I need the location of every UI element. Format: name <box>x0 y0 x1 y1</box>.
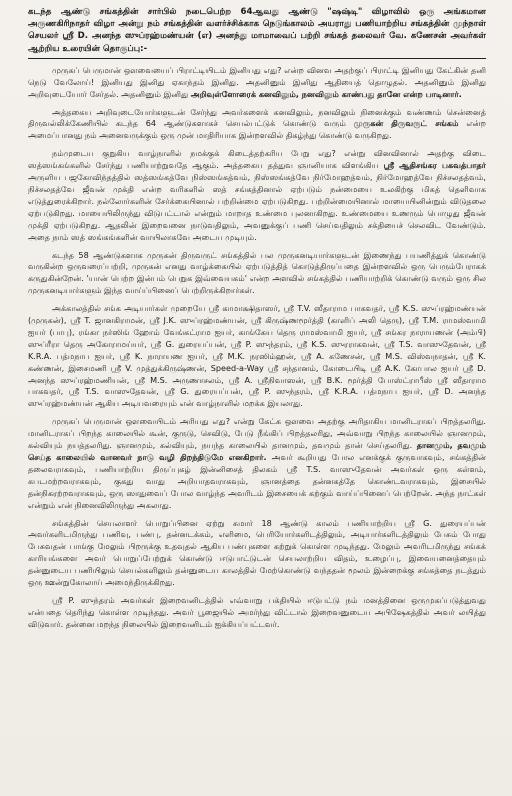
paragraph-2-text: அத்தகைய அறிவுடையோர்களுடன் சேர்ந்து அவர்களைக் கனவிலும், நனவிலும் நினைக்கும் வண்ணம் சென்னைத் திருவல்லிக்கேணியில் கடந்த 64 ஆண்டுகளாகச் செயல்பட்டுக் கொண்டு வரும் <box>28 106 486 129</box>
paragraph-2-tail: என்ற அமைப்பானது நம் அனைவருக்கும் ஒரு முன் மாதிரியாக இன்றளவில் திகழ்ந்து கொண்டு வருகிறது. <box>28 118 487 141</box>
paragraph-7 <box>28 518 486 589</box>
paragraph-5 <box>28 303 486 410</box>
paragraph-1 <box>28 65 486 101</box>
paragraph-8-text: ஸ்ரீ P. ஸுந்தரம் அவர்கள் இறைவனிடத்தில் எவ்வாறு பக்தியில் ஈடுபட்டு நம் மனத்தினை ஒருமுகப்படுத்துவது என்பதை தெரிந்து கொள்ள முடிந்தது. அவர் பூஜையில் அமர்ந்து விட்டால் இறைவனுடைய அபிஷேகத்தில் அவர் லயித்து விடுவார். தன்னை மறந்த நிலையில் இறைவனிடம் ஐக்கியப்பட்டவர். <box>28 594 486 629</box>
paragraph-4 <box>28 250 486 298</box>
paragraph-3-text: நம்முடைய குறுகிய வாழ்நாளில் நமக்குக் கிடைத்தற்கரிய பேறு எது? என்று வினவினால் அதற்கு விடை ஸத்ஸங்கங்களில் சேர்ந்து பணியாற்றுவதே ஆகும். அத்தகைய தத்துவ ஞானியாக விளங்கிய <box>28 148 486 171</box>
divider-rule <box>28 58 486 59</box>
paragraph-2-bold: முருகன் திருவருட் சங்கம் <box>353 118 459 129</box>
paragraph-5-text: அக்காலத்தில் சங்க அடியார்கள் முறையே ஸ்ரீ காமாக்ஷிதாஸர், ஸ்ரீ T.V. ஸீதாராம பாகவதர், ஸ்ரீ K.S. ஸுப்ரஹ்மண்யன் (முருகன்), ஸ்ரீ T. ஜானகிராமன், ஸ்ரீ J.K. ஸுப்ரஹ்மண்யன், ஸ்ரீ கிருஷ்ணமூர்த்தி (காளிப் அலி தெரு), ஸ்ரீ T.M. ராமஸ்வாமி ஐயர் (பாபு), ரங்கா நர்ஸிங் ஹோம் வேங்கட்ராம ஐயர், காங்கேய தெரு ராமஸ்வாமி ஐயர், ஸ்ரீ சங்கர நாராயணன் (அம்பி) ஸுப்ரீரா தெரு அகோராமய்யர், ஸ்ரீ G. துரையப்பன், ஸ்ரீ P. ஸுந்தரம், ஸ்ரீ K.S. ஸுரராகவன், ஸ்ரீ T.S. வாஸுதேவன், ஸ்ரீ K.R.A. பத்மநாப ஐயர், ஸ்ரீ K. நாராயண ஐயர், ஸ்ரீ M.K. நரஸிம்ஹன், ஸ்ரீ A. கணேசன், ஸ்ரீ M.S. விஸ்வநாதன், ஸ்ரீ K. கண்ணன், இசைமணி ஸ்ரீ V. முத்துக்கிருஷ்ணன், Speed-a-Way ஸ்ரீ சந்தானம், கோடையிடி ஸ்ரீ A.K. கோபால ஐயர் ஸ்ரீ D. அனந்த ஸுப்ரஹ்மணியன், ஸ்ரீ M.S. அருணாசலம், ஸ்ரீ A. ஸ்ரீநிவாஸன், ஸ்ரீ B.K. மூர்த்தி போஸ்ட்ராபீஸ் ஸ்ரீ ஸீதாராம பாகவதர், ஸ்ரீ T.S. வாஸுதேவன், ஸ்ரீ G. துரையப்பன், ஸ்ரீ P. ஸுந்தரம், ஸ்ரீ K.R.A. பத்மநாப ஐயர், ஸ்ரீ D. அனந்த ஸுப்ரஹ்மண்யன் ஆகிய அடியவரையும் என் வாழ்நாளில் மறக்க இயலாது. <box>28 303 486 409</box>
paragraph-4-text: கடந்த 58 ஆண்டுகளாக முருகன் திருவருட் சங்கத்தில் பல முருகனடியார்களுடன் இணைந்து பயணித்துக் கொண்டு வருகின்ற ஒருவரைப்பற்றி, முருகன் எனது வாழ்க்கையில் ஏற்படுத்தித் கொடுத்திருப்பதை இன்றளவில் ஒரு பெரும்பேராகக் கருதுகின்றேன். 'யான் பெற்ற இன்பம் பெறுக இவ்வையகம்' என்ற அளவில் சங்கத்தில் பணியாற்றிக் கொண்டு வரும் ஒரு சில முருகனடியார்களும் இந்த வாய்ப்பினைப் பெற்றிருக்கிறார்கள். <box>28 249 486 296</box>
paragraph-3-tail: அருளிய பஜகோவிந்தத்தில் ஸத்ஸங்கத்வே நிஸ்ஸங்கத்வம், நிஸ்ஸங்கத்வே நிர்மோஹத்வம், நிர்மோஹத்வே நிச்சலதத்வம், நிச்சலதத்வே ஜீவன் முக்தி என்ற வரிகளில் ஸத் சங்கத்தினால் ஏற்படும் நன்மையை உலகிற்கு மிகத் தெளிவாக எடுத்துரைக்கிறார். நல்லோர்களின் சேர்க்கையினால் பற்றின்மை ஏற்படுகிறது. பற்றின்மையினால் மாயையினின்றும் விடுதலை ஏற்படுகிறது. மாயையிலிருந்து விடுபட்டால் என்றும் மாறாத உண்மை புலனாகிறது. உண்மையை உணரும் பொழுது ஜீவன் முக்தி ஏற்படுகிறது. ஆதலின் இறைவனை நாடுவதிலும், அவனுக்குப் பணி செய்வதிலும் சக்தியைச் செலவிட வேண்டும். அதை நாம் ஸத் ஸங்கங்களின் வாயிலாகவே அடைய முடியும். <box>28 172 486 242</box>
paragraph-7-text: சங்கத்தின் செயலாளர் பொறுப்பினை ஏற்று சுமார் 18 ஆண்டு காலம் பணியாற்றிய ஸ்ரீ G. துரையப்பன் அவர்களிடமிருந்து பணிவு, பண்பு, தன்னடக்கம், எளிமை, பெரியோர்களிடத்திலும், அடியார்களிடத்திலும் பேசும் போது பேசுவதன் பாங்கு மேலும் பிறருக்கு உதவுதல் ஆகிய பண்புகளை கற்றுக் கொள்ள முடிந்தது. மேலும் அவரிடமிருந்து சங்கக் காரியங்களை அவர் பொறுப்பேற்றுக் கொண்டு ஈடுபாட்டுடன் செயலாற்றிய விதம், உழைப்பு, இவையனைத்தையும் தன்னுடைய பணியிலும் செயல்களிலும் தன்னுடைய காலத்தில் மேற்கொண்டு வந்ததன் மூலம் இன்றைக்கு சங்கத்தை நடத்தும் ஒரு ஊன்றுகோலாய் அமைந்திருக்கிறது. <box>28 517 486 588</box>
paragraph-1-text: முருகப் பெருமான் ஔவையைப் பிராட்டியிடம் இனியது எது? என்ற வினவ அதற்குப் பிராட்டி இனியது கேட்கின் தனி நெடு வேலோய்! இனியது இனிது ஏகாந்தம் இனிது. அதனினும் இனிது ஆதியைத் தொழுதல். அதனினும் இனிது அறிவுடையோர் சேர்தல். அதனினும் இனிது <box>28 64 486 99</box>
intro-paragraph: கடந்த ஆண்டு சங்கத்தின் சார்பில் நடைபெற்ற 64ஆவது ஆண்டு "ஷஷ்டி" விழாவில் ஒரு அங்கமான அருணகிரிநாதர் விழா அன்று நம் சங்கத்தின் வளர்ச்சிக்காக நெடுங்காலம் அயராது பணியாற்றிய சங்கத்தின் முந்நாள் செயலர் ஸ்ரீ D. அனந்த ஸுப்ரஹ்மண்யன் (எ) அனந்து மாமாவைப் பற்றி சங்கத் தலைவர் வே. கணேசன் அவர்கள் ஆற்றிய உரையின் தொகுப்பு:- <box>28 7 486 54</box>
paragraph-3 <box>28 148 486 243</box>
paragraph-8 <box>28 595 486 631</box>
paragraph-3-bold: ஸ்ரீ ஆதிசங்கர பகவத்பாதர் <box>383 160 487 171</box>
paragraph-6-bold: தானமும், தவமும் செய்த காலையில் வானவர் நாடு வழி திறந்திடுமே எனகிறார். <box>28 440 486 462</box>
paragraph-6-text: முருகப் பெருமான் ஔவையிடம் அரியது எது? என்று கேட்க ஔவை அதற்கு அரிதாகிய மானிடராகப் பிறத்தலரிது. மானிடராகப் பிறந்த காலையில் கூன், குருடு, செவிடு, பேடு நீங்கிப் பிறத்தலரிது, அவ்வாறு பிறந்த காலையில் ஞானமும், கல்வியும் நயத்தலரிது. ஞானமும், கல்வியும், நயந்த காலையில் தானமும், தவமும் தான் செய்தலரிது. <box>28 416 486 451</box>
paragraph-6-tail: அவர் கூறியது போல எனக்குக் குருவாகவும், சங்கத்தின் தலைவராகவும், பணியாற்றிய திருப்புகழ் இன்னிசைத் திலகம் ஸ்ரீ T.S. வாஸுதேவன் அவர்கள் ஒரு கள்ளம், கபடமற்றவராகவும், குகது வாது அறியாதவராகவும், ஞானத்தை தன்னகத்தே கொண்டவராகவும், இசையில் தன்நிகரற்றவராகவும், ஒரு ஸாதுவைப் போல வாழ்ந்த அவரிடம் இசையைக் கற்கும் வாய்ப்பினைப் பெற்றேன். அந்த நாட்கள் என்றும் என் நினைவிலிருந்து அகலாது. <box>28 452 486 510</box>
paragraph-6 <box>28 416 486 511</box>
paragraph-1-bold: அறிவுள்ளோரைக் கனவிலும், நனவிலும் காண்பது தானே என்ற பாடினார். <box>190 88 462 99</box>
paragraph-2 <box>28 107 486 143</box>
